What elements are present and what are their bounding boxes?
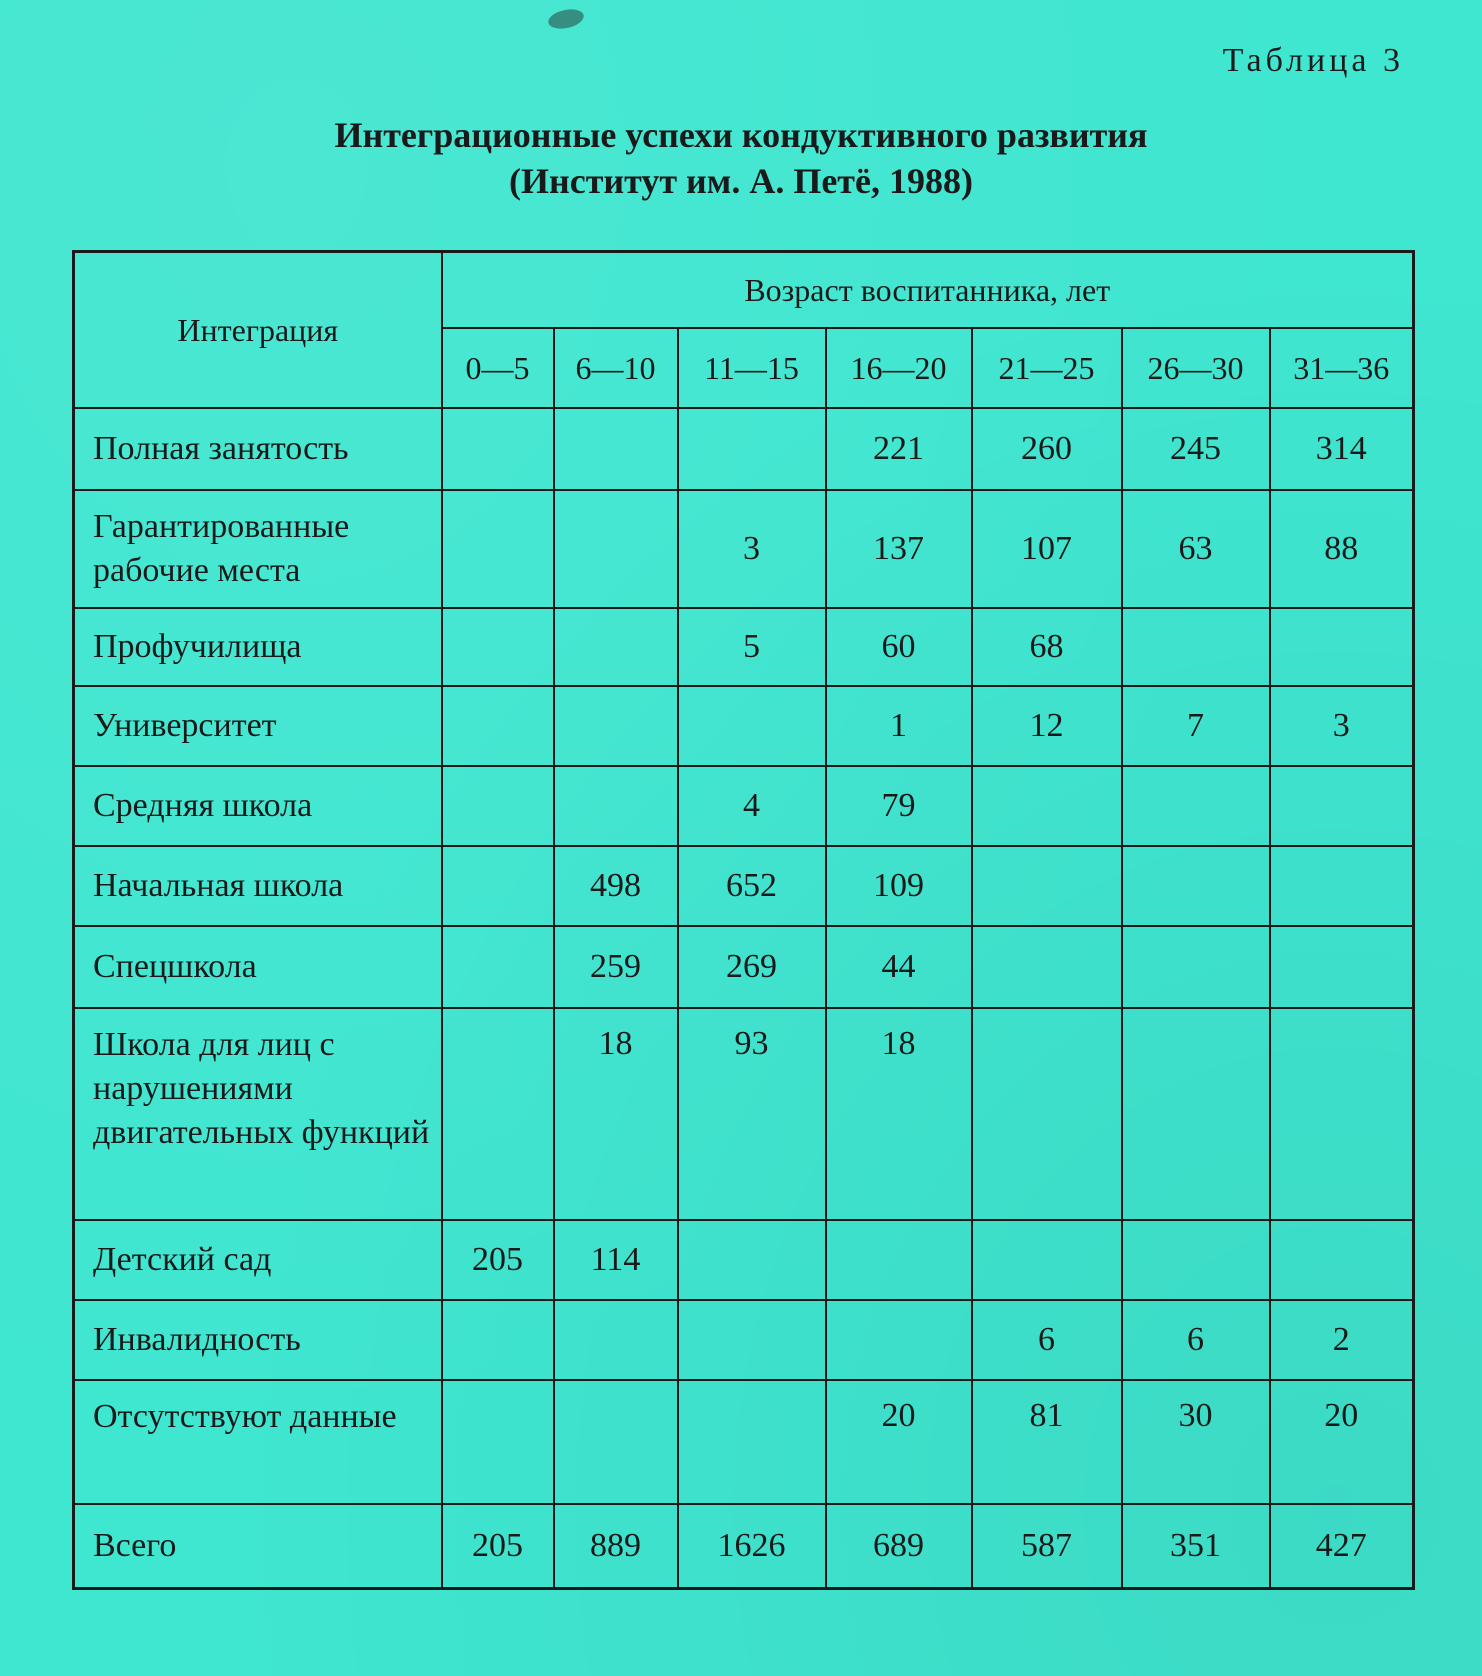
table-cell: 44	[826, 926, 972, 1008]
ink-smudge	[547, 6, 586, 31]
table-cell	[442, 608, 554, 686]
table-cell: 6	[972, 1300, 1122, 1380]
table-cell: 1	[826, 686, 972, 766]
row-label: Начальная школа	[74, 846, 442, 926]
table-row	[74, 686, 1414, 766]
table-cell	[554, 408, 678, 490]
table-cell	[442, 1380, 554, 1504]
table-cell	[1270, 1008, 1414, 1220]
table-cell	[554, 1300, 678, 1380]
table-row	[74, 1220, 1414, 1300]
table-row	[74, 408, 1414, 490]
table-cell: 114	[554, 1220, 678, 1300]
table-cell	[442, 408, 554, 490]
age-group-11-15: 11—15	[678, 328, 826, 408]
table-cell	[972, 766, 1122, 846]
table-cell	[678, 686, 826, 766]
header-integration: Интеграция	[74, 252, 442, 409]
table-cell	[678, 1380, 826, 1504]
table-cell	[1270, 608, 1414, 686]
row-label: Полная занятость	[74, 408, 442, 490]
table-cell	[554, 766, 678, 846]
row-label: Всего	[74, 1504, 442, 1588]
table-row	[74, 1504, 1414, 1588]
table-cell: 4	[678, 766, 826, 846]
table-row	[74, 846, 1414, 926]
table-cell	[972, 846, 1122, 926]
table-cell: 30	[1122, 1380, 1270, 1504]
table-cell	[442, 846, 554, 926]
table-cell: 5	[678, 608, 826, 686]
age-group-21-25: 21—25	[972, 328, 1122, 408]
table-cell	[442, 490, 554, 608]
table-cell: 12	[972, 686, 1122, 766]
table-row	[74, 490, 1414, 608]
table-cell	[1122, 766, 1270, 846]
table-cell: 2	[1270, 1300, 1414, 1380]
row-label: Школа для лиц с нарушениями двигательных функций	[74, 1008, 442, 1220]
table-row	[74, 1380, 1414, 1504]
table-cell	[1270, 926, 1414, 1008]
table-cell: 689	[826, 1504, 972, 1588]
table-cell: 109	[826, 846, 972, 926]
row-label: Детский сад	[74, 1220, 442, 1300]
table-cell	[1122, 608, 1270, 686]
table-cell: 260	[972, 408, 1122, 490]
table-cell	[678, 1220, 826, 1300]
table-cell: 269	[678, 926, 826, 1008]
table-cell: 18	[826, 1008, 972, 1220]
row-label: Профучилища	[74, 608, 442, 686]
table-cell: 259	[554, 926, 678, 1008]
table-cell	[554, 608, 678, 686]
table-cell: 498	[554, 846, 678, 926]
row-label: Гарантированные рабочие места	[74, 490, 442, 608]
table-cell	[826, 1300, 972, 1380]
table-cell: 79	[826, 766, 972, 846]
table-row	[74, 1008, 1414, 1220]
row-label: Университет	[74, 686, 442, 766]
title-line-2: (Институт им. А. Петё, 1988)	[509, 161, 973, 201]
table-cell	[972, 1220, 1122, 1300]
table-row	[74, 608, 1414, 686]
table-row	[74, 766, 1414, 846]
table-cell	[1270, 846, 1414, 926]
table-cell: 81	[972, 1380, 1122, 1504]
table-cell: 652	[678, 846, 826, 926]
row-label: Отсутствуют данные	[74, 1380, 442, 1504]
age-group-31-36: 31—36	[1270, 328, 1414, 408]
table-cell: 245	[1122, 408, 1270, 490]
table-row	[74, 926, 1414, 1008]
row-label: Спецшкола	[74, 926, 442, 1008]
table-cell: 63	[1122, 490, 1270, 608]
table-cell	[1122, 846, 1270, 926]
table-cell	[972, 926, 1122, 1008]
table-cell: 107	[972, 490, 1122, 608]
table-row	[74, 1300, 1414, 1380]
header-row-1	[74, 252, 1414, 329]
table-cell	[554, 1380, 678, 1504]
table-cell: 60	[826, 608, 972, 686]
table-cell	[826, 1220, 972, 1300]
row-label: Инвалидность	[74, 1300, 442, 1380]
table-number: Таблица 3	[1222, 42, 1404, 79]
table-cell	[442, 766, 554, 846]
table-cell: 18	[554, 1008, 678, 1220]
table-cell: 205	[442, 1220, 554, 1300]
table-cell	[1122, 926, 1270, 1008]
table-cell: 3	[678, 490, 826, 608]
age-group-6-10: 6—10	[554, 328, 678, 408]
table-cell	[442, 686, 554, 766]
table-cell: 88	[1270, 490, 1414, 608]
table-cell: 3	[1270, 686, 1414, 766]
table-cell	[554, 490, 678, 608]
table-cell	[1270, 1220, 1414, 1300]
table-cell: 20	[826, 1380, 972, 1504]
table-cell: 6	[1122, 1300, 1270, 1380]
table-cell: 68	[972, 608, 1122, 686]
table-cell: 314	[1270, 408, 1414, 490]
table-cell	[554, 686, 678, 766]
table-cell	[678, 408, 826, 490]
table-cell	[442, 926, 554, 1008]
table-cell	[1270, 766, 1414, 846]
table-cell: 7	[1122, 686, 1270, 766]
integration-table	[72, 250, 1415, 1590]
table-cell	[1122, 1008, 1270, 1220]
table-cell	[1122, 1220, 1270, 1300]
table-cell: 205	[442, 1504, 554, 1588]
table-cell: 351	[1122, 1504, 1270, 1588]
table-cell: 221	[826, 408, 972, 490]
table-cell	[442, 1300, 554, 1380]
table-cell: 587	[972, 1504, 1122, 1588]
row-label: Средняя школа	[74, 766, 442, 846]
age-group-16-20: 16—20	[826, 328, 972, 408]
table-cell	[972, 1008, 1122, 1220]
table-cell	[678, 1300, 826, 1380]
table-body	[74, 408, 1414, 1588]
table-cell: 889	[554, 1504, 678, 1588]
age-group-26-30: 26—30	[1122, 328, 1270, 408]
table-cell: 427	[1270, 1504, 1414, 1588]
table-cell: 137	[826, 490, 972, 608]
table-cell: 93	[678, 1008, 826, 1220]
table-cell: 1626	[678, 1504, 826, 1588]
age-group-0-5: 0—5	[442, 328, 554, 408]
header-age: Возраст воспитанника, лет	[442, 252, 1414, 329]
table-cell: 20	[1270, 1380, 1414, 1504]
table-title	[0, 112, 1482, 204]
title-line-1: Интеграционные успехи кондуктивного развития	[334, 115, 1148, 155]
table-cell	[442, 1008, 554, 1220]
